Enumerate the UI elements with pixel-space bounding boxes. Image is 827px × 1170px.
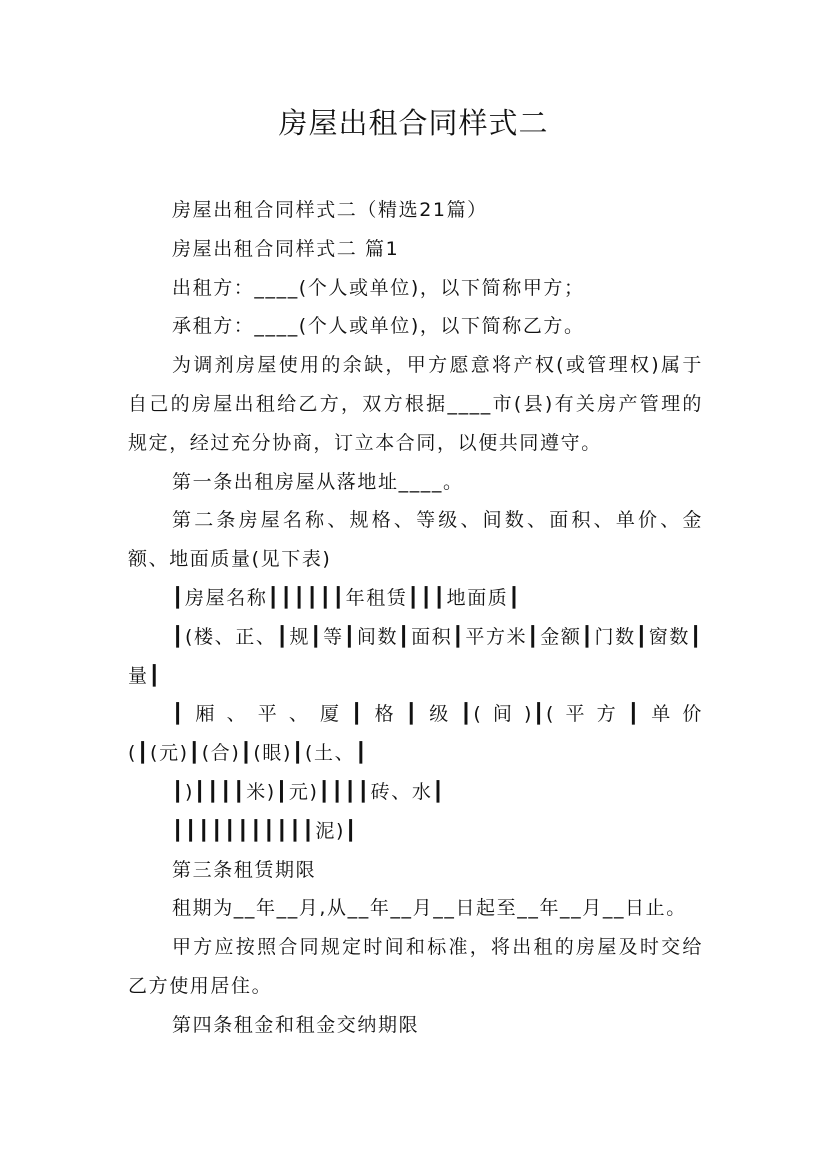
paragraph-article-1: 第一条出租房屋从落地址____。 (172, 470, 464, 493)
paragraph-article-4: 第四条租金和租金交纳期限 (172, 1013, 420, 1036)
paragraph-subtitle: 房屋出租合同样式二（精选21篇） (172, 199, 488, 221)
paragraph-lease-term: 租期为__年__月,从__年__月__日起至__年__月__日止。 (172, 897, 687, 920)
table-text-row: ┃┃┃┃┃┃┃┃┃┃┃泥)┃ (172, 819, 359, 842)
document-body (128, 191, 703, 1045)
paragraph-section-heading: 房屋出租合同样式二 篇1 (172, 237, 400, 260)
paragraph-delivery: 甲方应按照合同规定时间和标准，将出租的房屋及时交给乙方使用居住。 (128, 936, 703, 997)
table-text-row: ┃(楼、正、┃规┃等┃间数┃面积┃平方米┃金额┃门数┃窗数┃量┃ (128, 625, 703, 687)
paragraph-lessee: 承租方：____(个人或单位)，以下简称乙方。 (172, 315, 585, 338)
table-text-row: ┃房屋名称┃┃┃┃┃┃年租赁┃┃┃地面质┃ (172, 586, 522, 609)
paragraph-article-2: 第二条房屋名称、规格、等级、间数、面积、单价、金额、地面质量(见下表) (128, 509, 703, 571)
document-title: 房屋出租合同样式二 (278, 106, 549, 140)
paragraph-preamble: 为调剂房屋使用的余缺，甲方愿意将产权(或管理权)属于自己的房屋出租给乙方，双方根据____市(县)有关房产管理的规定，经过充分协商，订立本合同，以便共同遵守。 (128, 354, 703, 454)
table-text-row: ┃厢、平、厦┃格┃级┃(间)┃(平方┃单价(┃(元)┃(合)┃(眼)┃(土、┃ (128, 703, 703, 765)
table-text-row: ┃)┃┃┃┃米)┃元)┃┃┃┃砖、水┃ (172, 780, 446, 803)
paragraph-article-3: 第三条租赁期限 (172, 858, 317, 881)
paragraph-lessor: 出租方：____(个人或单位)，以下简称甲方； (172, 276, 585, 299)
